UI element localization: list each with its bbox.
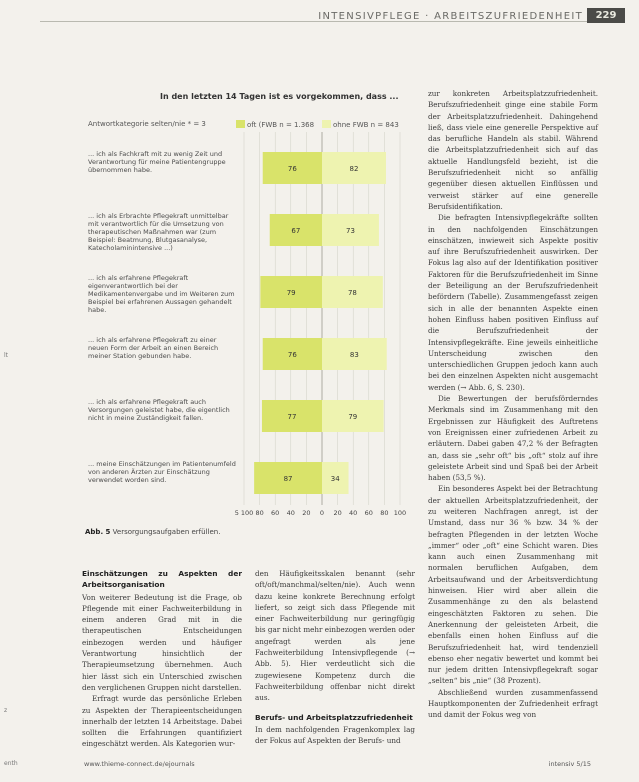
x-tick-label: 60 [271,509,280,517]
x-tick-label: 5 100 [234,509,254,517]
x-tick-label: 20 [302,509,311,517]
x-tick-label: 0 [319,509,325,517]
text-column-right [428,88,598,721]
legend-label-ohne: ohne FWB n = 843 [333,121,399,129]
text-column-middle [255,568,415,746]
x-tick-label: 60 [364,509,373,517]
paragraph: Die befragten Intensivpflegekräfte sollten in den nachfolgenden Einschätzungen einschätzen, inwieweit sich Aspekte positiv auf ihre Berufszufriedenheit auswirken. Der Fokus lag also auf der Identifikation positiver Faktoren für die Berufszufriedenheit im Sinne der Beteiligung an der Berufszufriedenheit befördern (Tabelle). Zusammengefasst zeigen sich in alle der benannten Aspekte einen hohen Einfluss haben positiven Einfluss auf die Berufszufriedenheit der Intensivpflegekräfte. Eine jeweils einheitliche Unterscheidung zwischen den unterschiedlichen Gruppen jedoch kann auch bei den einzelnen Aspekten nicht ausgemacht werden (→ Abb. 6, S. 230). [428,213,598,392]
footer-journal: intensiv 5/15 [548,760,591,768]
x-tick-label: 100 [393,509,407,517]
data-label-oft: 87 [283,475,293,483]
x-tick-label: 20 [333,509,342,517]
paragraph: Abschließend wurden zusammenfassend Hauptkomponenten der Zufriedenheit erfragt und damit der Fokus weg von [428,687,598,720]
paragraph: Ein besonderes Aspekt bei der Betrachtung der aktuellen Arbeitsplatzzufriedenheit, der zu weiteren Nachfragen anregt, ist der Umstand, dass nur 36 % bzw. 34 % der befragten Pflegenden in der letzten Woche „immer“ oder „oft“ eine Schicht waren. Dies kann auch einen Zusammenhang mit normalen beruflichen Aufgaben, dem Arbeitsaufwand und der Arbeitsverdichtung hinweisen. Hier wird aber allein die Zusammenhänge zu den als belastend eingeschätzten Faktoren zu sehen. Die Anerkennung der geleisteten Arbeit, die ebenfalls einen hohen Einfluss auf die Berufszufriedenheit hat, wird tendenziell ebenso eher negativ bewertet und kommt bei nur jedem dritten Intensivpflegekraft sogar „selten“ bis „nie“ (38 Prozent). [428,484,598,686]
data-label-ohne: 82 [349,165,359,173]
data-label-ohne: 83 [349,351,359,359]
x-tick-label: 80 [255,509,264,517]
category-label: ... ich als Fachkraft mit zu wenig Zeit und Verantwortung für meine Patientengruppe übernommen habe. [88,150,226,174]
paragraph: zur konkreten Arbeitsplatzzufriedenheit. Berufszufriedenheit ginge eine stabile Form der Arbeitsplatzzufriedenheit. Dahingehend ließ, dass viele eine generelle Perspektive auf das berufliche Handeln als stabil. Während die Arbeitsplatzzufriedenheit sich auf das aktuelle Handlungsfeld bezieht, ist die Berufszufriedenheit nicht so anfällig gegenüber diesen aktuellen Einflüssen und verweist stärker auf eine generelle Berufsidentifikation. [428,89,598,211]
margin-fragment: enth [4,760,18,767]
data-label-oft: 67 [291,227,301,235]
category-label: ... ich als erfahrene Pflegekraft eigenverantwortlich bei der Medikamentenvergabe und im Weiteren zum Beispiel bei erfahrenen Aussagen gehandelt habe. [88,274,235,314]
data-label-ohne: 34 [330,475,340,483]
data-label-oft: 77 [287,413,297,421]
figure-caption-label: Abb. 5 [85,528,111,536]
data-label-ohne: 78 [347,289,357,297]
data-label-oft: 79 [286,289,296,297]
paragraph: In dem nachfolgenden Fragenkomplex lag der Fokus auf Aspekten der Berufs- und [255,724,415,746]
paragraph: Erfragt wurde das persönliche Erleben zu Aspekten der Therapieentscheidungen innerhalb der letzten 14 Arbeitstage. Dabei sollten die Erfahrungen quantifiziert eingeschätzt werden. Als Kategorien wur- [82,694,242,749]
legend-label-oft: oft (FWB n = 1.368 [247,121,315,129]
figure-caption [85,528,220,536]
paragraph: Die Bewertungen der berufsförderndes Merkmals sind im Zusammenhang mit den Ergebnissen zur Häufigkeit des Auftretens von Ereignissen einer zufriedenen Arbeit zu erläutern. Dabei gaben 47,2 % der Befragten an, dass sie „sehr oft“ bis „oft“ stolz auf ihre geleistete Arbeit sind und Spaß bei der Arbeit haben (53,5 %). [428,394,598,483]
chart-title: In den letzten 14 Tagen ist es vorgekommen, dass ... [160,92,399,101]
footer-url: www.thieme-connect.de/ejournals [84,760,195,768]
margin-fragment: z [4,707,8,714]
data-label-ohne: 79 [348,413,358,421]
data-label-ohne: 73 [346,227,355,235]
legend-note: Antwortkategorie selten/nie * = 3 [88,120,206,128]
page-number: 229 [587,8,625,23]
x-tick-label: 40 [286,509,295,517]
x-tick-label: 80 [380,509,389,517]
data-label-oft: 76 [287,165,297,173]
section-heading: Einschätzungen zu Aspekten der Arbeitsorganisation [82,569,242,590]
paragraph: den Häufigkeitsskalen benannt (sehr oft/oft/manchmal/selten/nie). Auch wenn dazu keine konkrete Berechnung erfolgt liefert, so zeigt sich dass Pflegende mit einer Fachweiterbildung nur geringfügig bis gar nicht mehr einbezogen werden oder angefragt werden als jene Fachweiterbildung Intensivpflegende (→ Abb. 5). Hier verdeutlicht sich die zugewiesene Kompetenz durch die Fachweiterbildung offenbar nicht direkt aus. [255,569,415,703]
category-label: ... ich als Erbrachte Pflegekraft unmittelbar mit verantwortlich für die Umsetzung von therapeutischen Maßnahmen war (zum Beispiel: Beatmung, Blutgasanalyse, Katecholaminintensive ...) [88,212,229,252]
margin-fragment: lt [4,352,9,359]
category-label: ... meine Einschätzungen im Patientenumfeld von anderen Ärzten zur Einschätzung verwendet worden sind. [88,460,236,484]
category-label: ... ich als erfahrene Pflegekraft zu einer neuen Form der Arbeit an einen Bereich meiner Station gebunden habe. [88,336,219,360]
section-heading: Berufs- und Arbeitsplatzzufriedenheit [255,712,413,722]
category-label: ... ich als erfahrene Pflegekraft auch Versorgungen geleistet habe, die eigentlich nicht in meine Zuständigkeit fallen. [88,398,230,422]
data-label-oft: 76 [287,351,297,359]
text-column-left [82,568,242,750]
paragraph: Von weiterer Bedeutung ist die Frage, ob Pflegende mit einer Fachweiterbildung in einem anderen Grad mit in die therapeutischen Entscheidungen einbezogen werden und häufiger Verantwortung hinsichtlich der Therapieumsetzung übernehmen. Auch hier lässt sich ein Unterschied zwischen den verglichenen Gruppen nicht darstellen. [82,592,242,692]
figure-caption-text: Versorgungsaufgaben erfüllen. [112,528,221,536]
x-tick-label: 40 [349,509,358,517]
running-header: INTENSIVPFLEGE · ARBEITSZUFRIEDENHEIT [318,11,583,22]
